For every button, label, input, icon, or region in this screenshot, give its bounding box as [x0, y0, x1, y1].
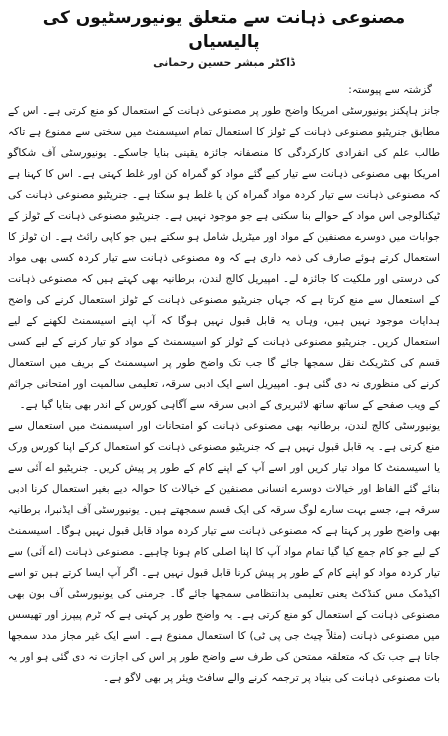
continued-label: گزشتہ سے پیوستہ: — [348, 84, 432, 96]
author-byline: ڈاکٹر مبشر حسین رحمانی — [153, 56, 295, 69]
article-paragraph: جانز ہاپکنز یونیورسٹی امریکا واضح طور پر مصنوعی ذہانت کے استعمال کو منع کرتی ہے۔ اس کے مطابق جنریٹیو مصنوعی ذہانت کے ٹولز کا استعمال تمام اسیسمنٹ میں سختی سے ممنوع ہے تاکہ طالب علم کی انفرادی کارکردگی کا منصفانہ جائزہ یقینی بنایا جاسکے۔ یونیورسٹی آف شکاگو امریکا بھی مصنوعی ذہانت سے تیار کیے گئے مواد کو گمراہ کن اور غلط کہتی ہے۔ اس کا کہنا ہے کہ مصنوعی ذہانت سے تیار کردہ مواد گمراہ کن یا غلط ہو سکتا ہے۔ جنریٹیو مصنوعی ذہانت کی ٹیکنالوجی اس مواد کے حوالے بنا سکتی ہے جو موجود نہیں ہے۔ جنریٹیو مصنوعی ذہانت کے ٹولز کے جوابات میں دوسرے مصنفین کے مواد اور میٹریل شامل ہو سکتے ہیں جو کاپی رائٹ ہے۔ ان ٹولز کا استعمال کرتے ہوئے صارف کی ذمہ داری ہے کہ وہ مصنوعی ذہانت سے تیار کردہ کسی بھی مواد کی درستی اور ملکیت کا جائزہ لے۔ امپیریل کالج لندن، برطانیہ بھی کہتے ہیں کہ مصنوعی ذہانت کے استعمال سے منع کرتا ہے کہ جہاں جنریٹیو مصنوعی ذہانت کے ٹولز استعمال کرنے کی واضح ہدایات موجود نہیں ہیں، وہاں یہ قابل قبول نہیں ہوگا کہ آپ اپنے اسیسمنٹ لکھنے کے لیے استعمال کریں۔ جنریٹیو مصنوعی ذہانت کے ٹولز کو اسیسمنٹ کے مواد کو تیار کرنے کے لیے کسی قسم کی کنٹریکٹ نقل سمجھا جائے گا جب تک واضح طور پر اسیسمنٹ کے بریف میں استعمال کرنے کی منظوری نہ دی گئی ہو۔ امپیریل اسے ایک ادبی سرقہ، تعلیمی سالمیت اور امتحانی جرائم کے ویب صفحے کے ساتھ ساتھ لائبریری کے ادبی سرقہ سے آگاہی کورس کے اندر بھی بتایا گیا ہے۔ — [8, 105, 440, 411]
article-paragraph: یونیورسٹی کالج لندن، برطانیہ بھی مصنوعی ذہانت کو امتحانات اور اسیسمنٹ میں استعمال سے منع کرتی ہے۔ یہ قابل قبول نہیں ہے کہ جنریٹیو مصنوعی ذہانت کو استعمال کرکے اپنا کورس ورک یا اسیسمنٹ کا مواد تیار کریں اور اسے آپ کے اپنے کام کے طور پر پیش کریں۔ جنریٹیو اے آئی سے بنائے گئے الفاظ اور خیالات دوسرے انسانی مصنفین کے خیالات کا حوالہ دیے بغیر استعمال کرنا ادبی سرقہ ہے، جسے بہت سارے لوگ سرقہ کی ایک قسم سمجھتے ہیں۔ یونیورسٹی آف ایڈنبرا، برطانیہ بھی واضح طور پر کہتا ہے کہ مصنوعی ذہانت سے تیار کردہ مواد قابل قبول نہیں ہوگا۔ اسیسمنٹ کے لیے جو کام جمع کیا گیا تمام مواد آپ کا اپنا اصلی کام ہونا چاہیے۔ مصنوعی ذہانت (اے آئی) سے تیار کردہ مواد کو اپنے کام کے طور پر پیش کرنا قابل قبول نہیں ہے۔ اگر آپ ایسا کرتے ہیں تو اسے اکیڈمک مس کنڈکٹ یعنی تعلیمی بدانتظامی سمجھا جائے گا۔ جرمنی کی یونیورسٹی آف بون بھی مصنوعی ذہانت کے استعمال کو منع کرتی ہے۔ یہ واضح طور پر کہتی ہے کہ ٹرم پیپرز اور تھیسس میں مصنوعی ذہانت (مثلاً چیٹ جی پی ٹی) کا استعمال ممنوع ہے۔ اسے ایک غیر مجاز مدد سمجھا جاتا ہے جب تک کہ متعلقہ ممتحن کی طرف سے واضح طور پر اس کی اجازت نہ دی گئی ہو اور یہ بات مصنوعی ذہانت کی بنیاد پر ترجمہ کرنے والے سافٹ ویئر پر بھی لاگو ہے۔ — [8, 420, 440, 684]
article-title: مصنوعی ذہانت سے متعلق یونیورسٹیوں کی پالیسیاں — [42, 8, 406, 52]
